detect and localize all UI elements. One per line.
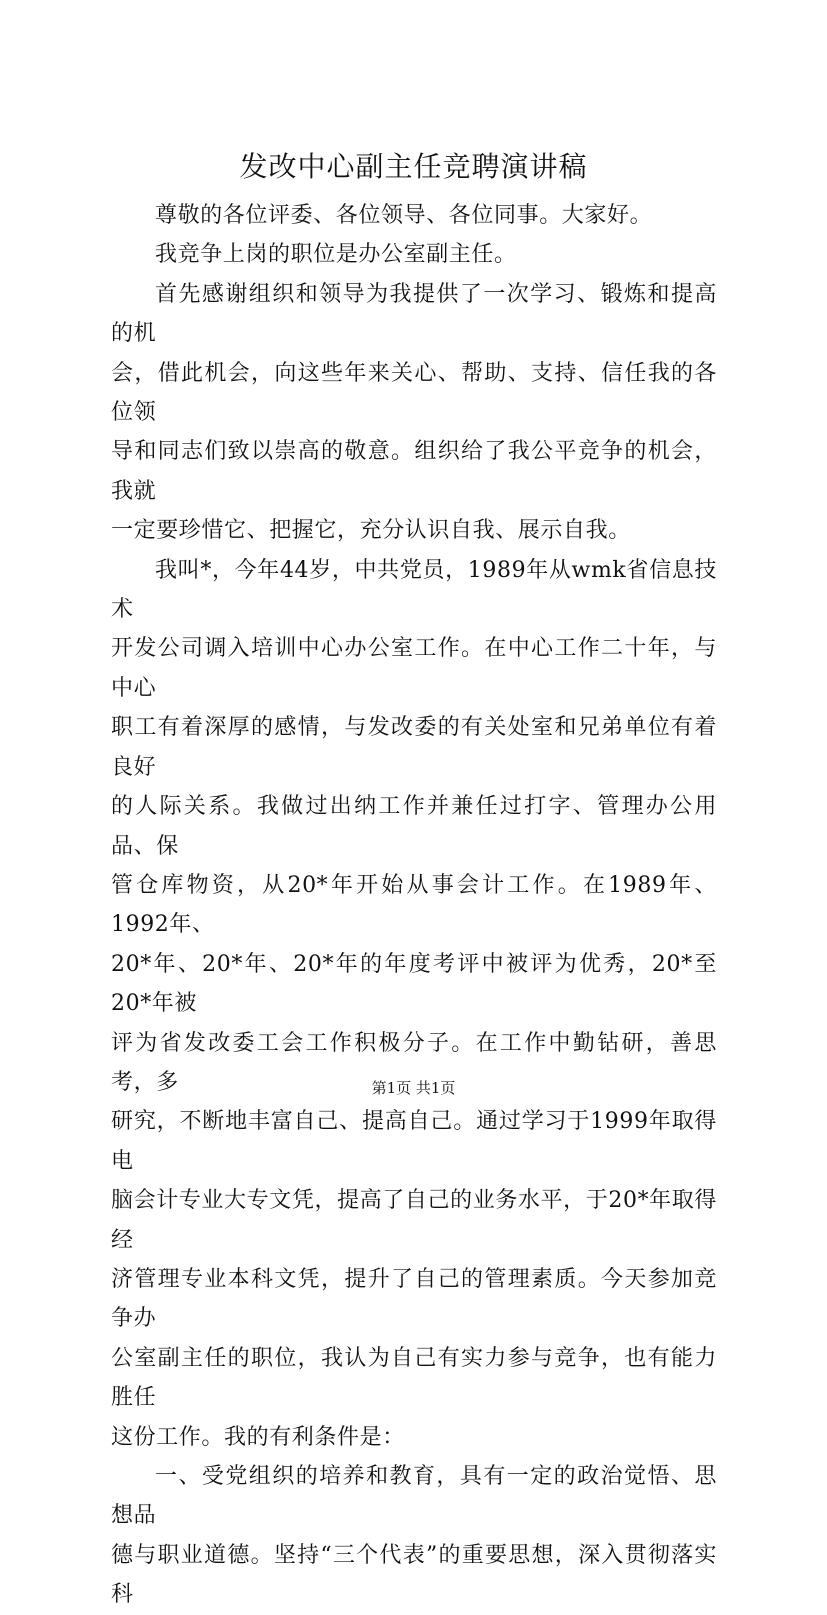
text-line: 的人际关系。我做过出纳工作并兼任过打字、管理办公用品、保 (111, 794, 717, 859)
text-line: 会，借此机会，向这些年来关心、帮助、支持、信任我的各位领 (111, 360, 717, 426)
text-line: 研究，不断地丰富自己、提高自己。通过学习于1999年取得电 (111, 1109, 717, 1174)
text-line: 管仓库物资，从20*年开始从事会计工作。在1989年、1992年、 (111, 872, 717, 938)
text-line: 评为省发改委工会工作积极分子。在工作中勤钻研，善思考，多 (111, 1030, 717, 1095)
document-body (111, 196, 717, 1615)
paragraph-greeting (111, 196, 717, 235)
text-line: 一、受党组织的培养和教育，具有一定的政治觉悟、思想品 (111, 1464, 717, 1529)
text-line: 一定要珍惜它、把握它，充分认识自我、展示自我。 (111, 518, 631, 544)
text-line: 首先感谢组织和领导为我提供了一次学习、锻炼和提高的机 (111, 281, 717, 347)
paragraph-position (111, 235, 717, 274)
text-line: 济管理专业本科文凭，提升了自己的管理素质。今天参加竞争办 (111, 1266, 717, 1332)
text-line: 职工有着深厚的感情，与发改委的有关处室和兄弟单位有着良好 (111, 715, 717, 780)
text-line: 公室副主任的职位，我认为自己有实力参与竞争，也有能力胜任 (111, 1345, 717, 1411)
text-line: 开发公司调入培训中心办公室工作。在中心工作二十年，与中心 (111, 636, 717, 701)
paragraph-self-introduction (111, 551, 717, 1457)
text-line: 我叫*，今年44岁，中共党员，1989年从wmk省信息技术 (111, 557, 717, 623)
text-line: 脑会计专业大专文凭，提高了自己的业务水平，于20*年取得经 (111, 1188, 717, 1253)
document-title: 发改中心副主任竞聘演讲稿 (239, 150, 588, 183)
page-number-footer: 第1页 共1页 (371, 1079, 456, 1097)
text-line: 这份工作。我的有利条件是： (111, 1424, 405, 1450)
text-line: 尊敬的各位评委、各位领导、各位同事。大家好。 (155, 203, 653, 228)
text-line: 导和同志们致以崇高的敬意。组织给了我公平竞争的机会，我就 (111, 439, 717, 504)
paragraph-thanks (111, 275, 717, 551)
text-line: 20*年、20*年、20*年的年度考评中被评为优秀，20*至20*年被 (111, 951, 717, 1017)
text-line: 我竞争上岗的职位是办公室副主任。 (155, 242, 517, 268)
paragraph-advantage-one (111, 1457, 717, 1615)
text-line: 德与职业道德。坚持“三个代表”的重要思想，深入贯彻落实科 (111, 1542, 717, 1608)
